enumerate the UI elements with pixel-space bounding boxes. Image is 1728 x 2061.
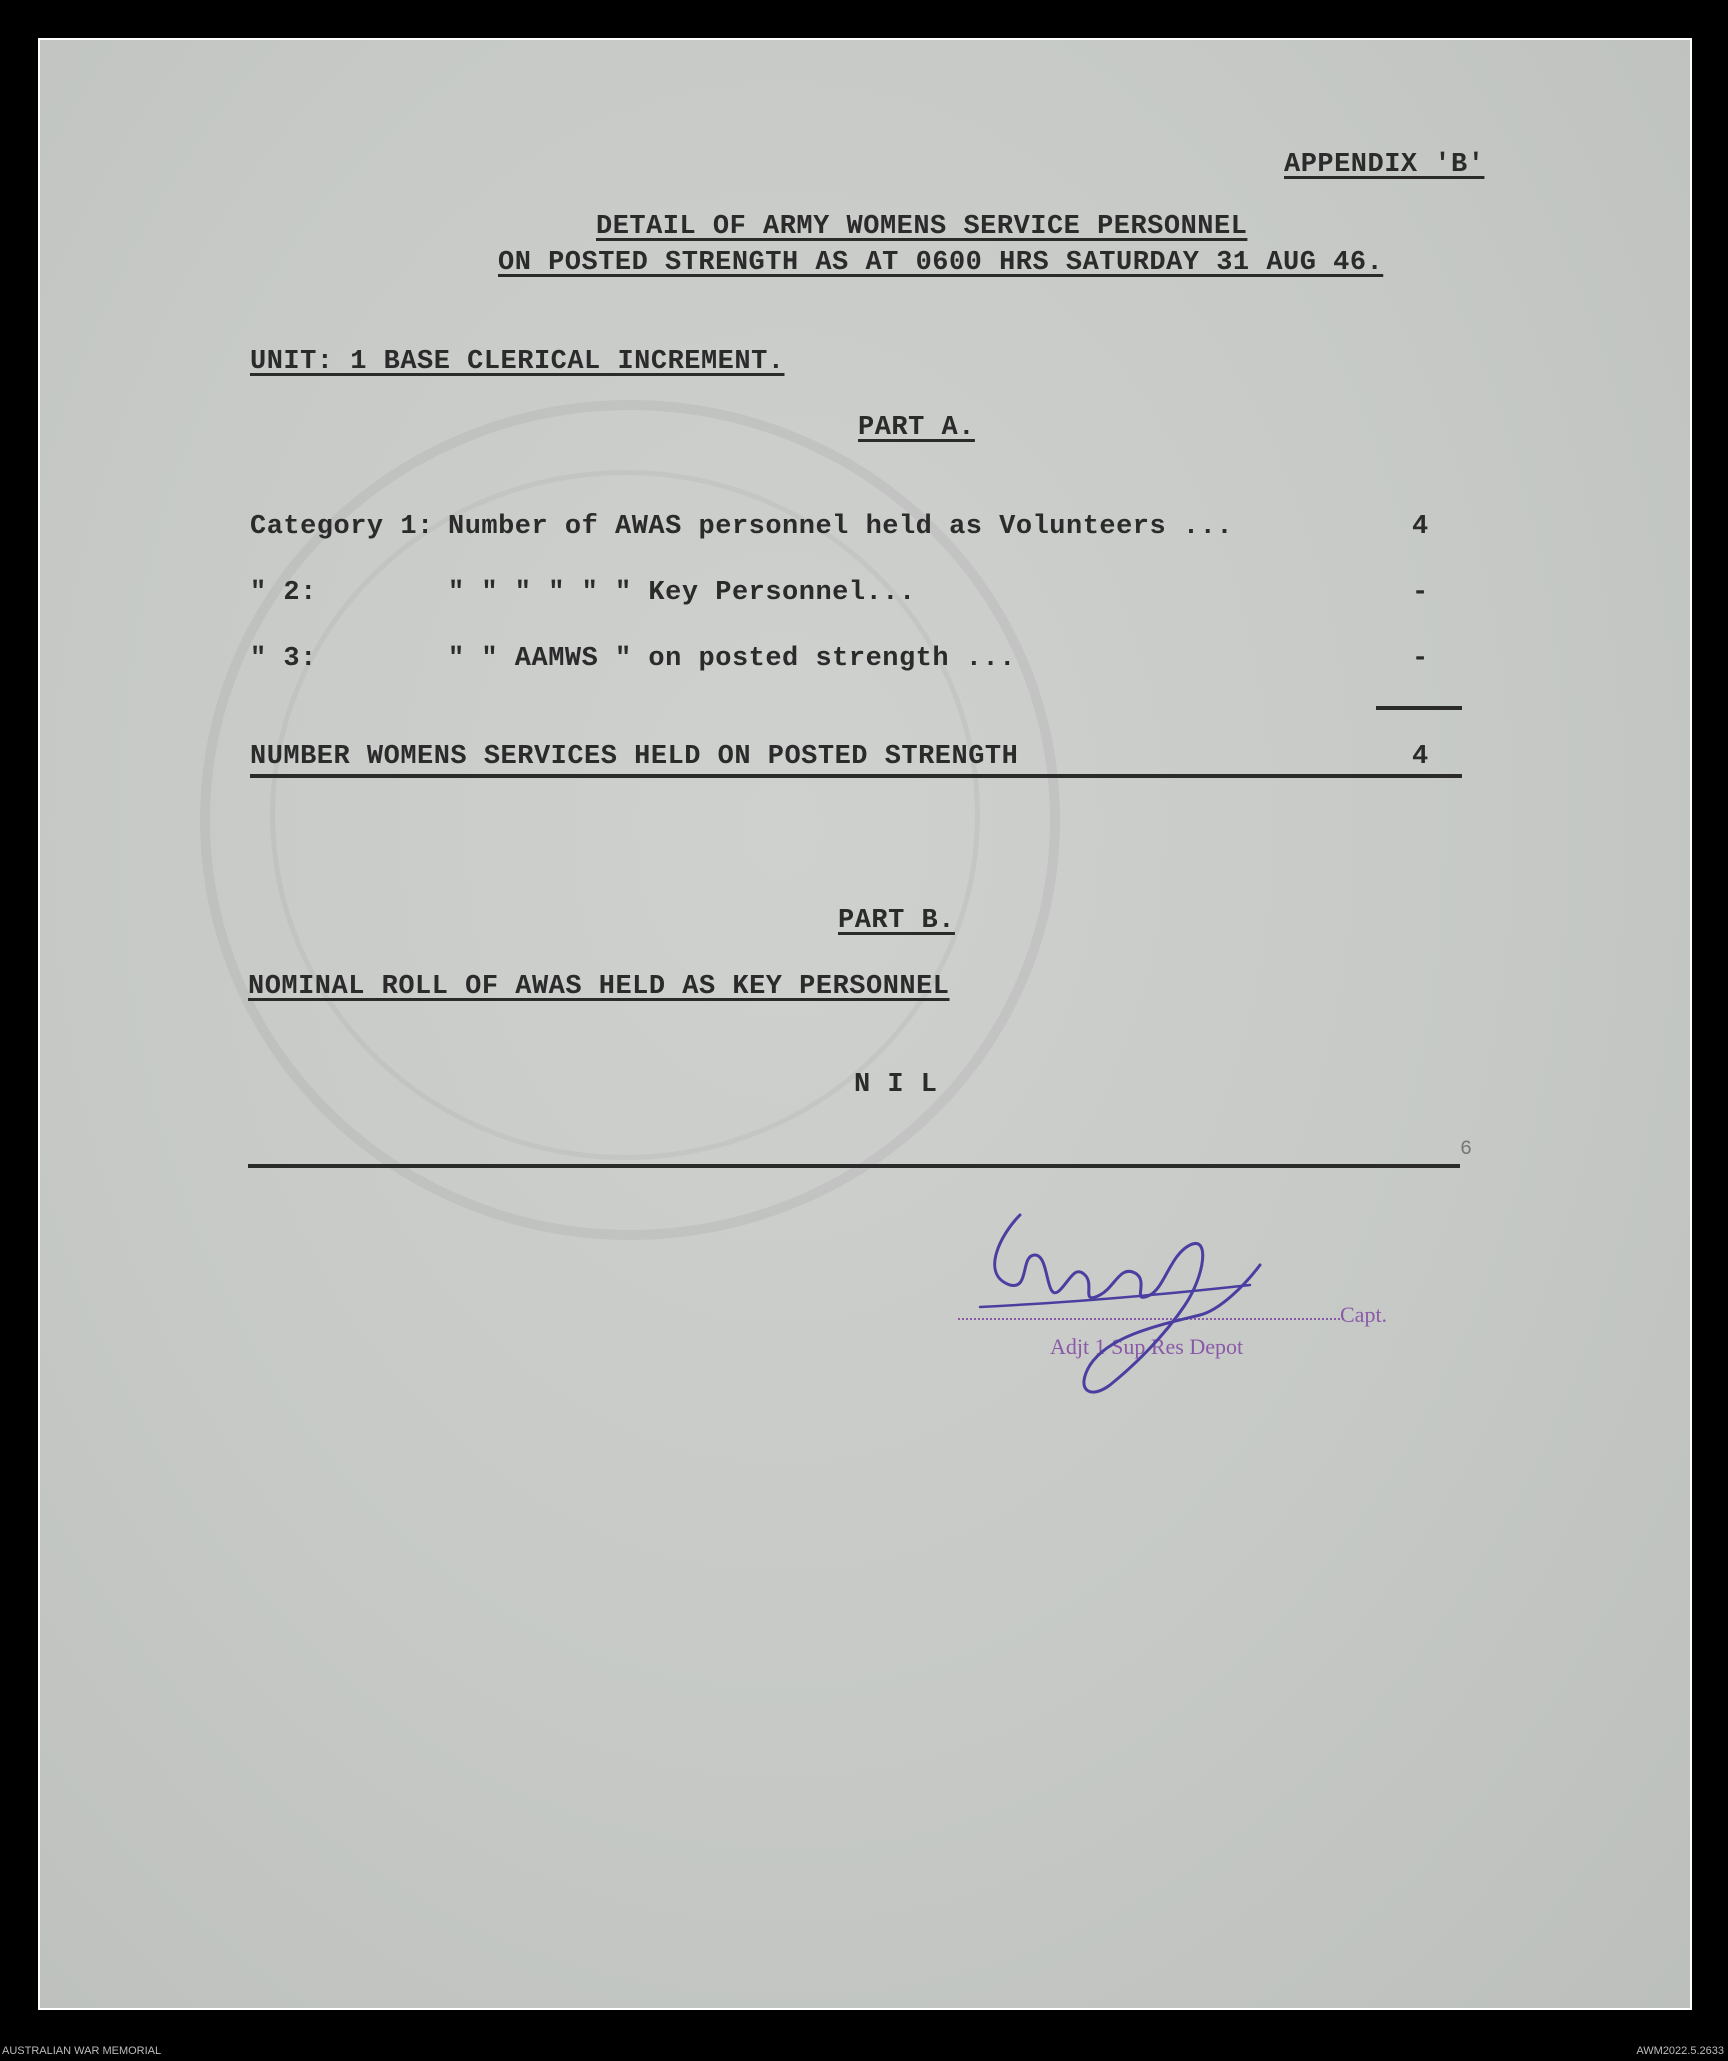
signature-rank: Capt. — [1340, 1302, 1388, 1327]
total-label: NUMBER WOMENS SERVICES HELD ON POSTED STRENGTH — [250, 742, 1019, 772]
part-b-nil: N I L — [854, 1070, 938, 1100]
total-rule — [250, 774, 1462, 778]
document-title-line2: ON POSTED STRENGTH AS AT 0600 HRS SATURDAY 31 AUG 46. — [498, 248, 1384, 278]
row1-text: Number of AWAS personnel held as Volunteers ... — [448, 512, 1234, 542]
part-a-heading: PART A. — [858, 413, 975, 443]
part-b-subheading: NOMINAL ROLL OF AWAS HELD AS KEY PERSONNEL — [248, 972, 950, 1002]
end-rule — [248, 1164, 1460, 1168]
document-title-line1: DETAIL OF ARMY WOMENS SERVICE PERSONNEL — [596, 212, 1248, 242]
sum-rule — [1376, 706, 1462, 710]
footer-left: AUSTRALIAN WAR MEMORIAL — [2, 2045, 162, 2057]
appendix-label: APPENDIX 'B' — [1284, 150, 1485, 180]
row3-text: " " AAMWS " on posted strength ... — [448, 644, 1016, 674]
footer-right: AWM2022.5.2633 — [1636, 2045, 1724, 2057]
total-value: 4 — [1412, 742, 1429, 772]
handwritten-signature — [960, 1195, 1290, 1415]
faded-stamp-inner — [270, 470, 980, 1160]
row3-value: - — [1412, 644, 1429, 674]
margin-mark: 6 — [1460, 1138, 1473, 1161]
row2-text: " " " " " " Key Personnel... — [448, 578, 916, 608]
row2-label: " 2: — [250, 578, 317, 608]
unit-heading: UNIT: 1 BASE CLERICAL INCREMENT. — [250, 347, 785, 377]
row1-label: Category 1: — [250, 512, 434, 542]
row3-label: " 3: — [250, 644, 317, 674]
row2-value: - — [1412, 578, 1429, 608]
row1-value: 4 — [1412, 512, 1429, 542]
part-b-heading: PART B. — [838, 906, 955, 936]
signature-title: Adjt 1 Sup Res Depot — [1050, 1334, 1244, 1359]
